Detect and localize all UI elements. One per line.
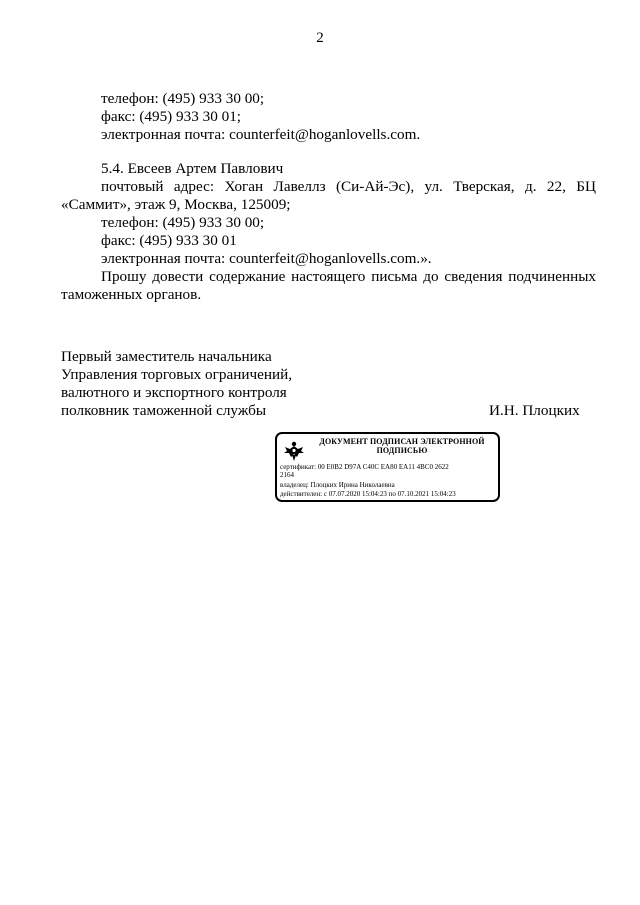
stamp-validity: действителен: с 07.07.2020 15:04:23 по 07.10.2021 15:04:23	[280, 490, 456, 498]
item-fax: факс: (495) 933 30 01	[101, 232, 237, 249]
stamp-certificate: сертификат: 00 E0B2 D97A C40C EA80 EA11 4BC0 2622	[280, 463, 449, 471]
stamp-title	[309, 437, 495, 455]
item-heading: 5.4. Евсеев Артем Павлович	[101, 160, 284, 177]
request-line1: Прошу довести содержание настоящего письма до сведения подчиненных	[101, 268, 596, 285]
item-email: электронная почта: counterfeit@hoganlovells.com.».	[101, 250, 432, 267]
contact-fax: факс: (495) 933 30 01;	[101, 108, 242, 125]
stamp-owner: владелец: Плоцких Ирина Николаевна	[280, 481, 395, 489]
stamp-certificate-cont: 2164	[280, 471, 294, 479]
request-line2: таможенных органов.	[61, 286, 202, 303]
signature-title-line2: Управления торговых ограничений,	[61, 366, 293, 383]
item-address-line1: почтовый адрес: Хоган Лавеллз (Си-Ай-Эс), ул. Тверская, д. 22, БЦ	[101, 178, 596, 195]
signature-title-line3: валютного и экспортного контроля	[61, 384, 287, 401]
item-address-line2: «Саммит», этаж 9, Москва, 125009;	[61, 196, 291, 213]
stamp-title-line1: ДОКУМЕНТ ПОДПИСАН ЭЛЕКТРОННОЙ	[319, 437, 485, 446]
stamp-title-line2: ПОДПИСЬЮ	[376, 446, 428, 455]
signature-title-line1: Первый заместитель начальника	[61, 348, 272, 365]
contact-phone: телефон: (495) 933 30 00;	[101, 90, 265, 107]
signature-title-line4: полковник таможенной службы	[61, 402, 267, 419]
signer-name: И.Н. Плоцких	[489, 402, 580, 419]
electronic-signature-stamp	[275, 432, 500, 502]
item-phone: телефон: (495) 933 30 00;	[101, 214, 265, 231]
contact-email: электронная почта: counterfeit@hoganlovells.com.	[101, 126, 421, 143]
page-number: 2	[316, 30, 324, 46]
eagle-emblem-icon	[281, 438, 307, 464]
